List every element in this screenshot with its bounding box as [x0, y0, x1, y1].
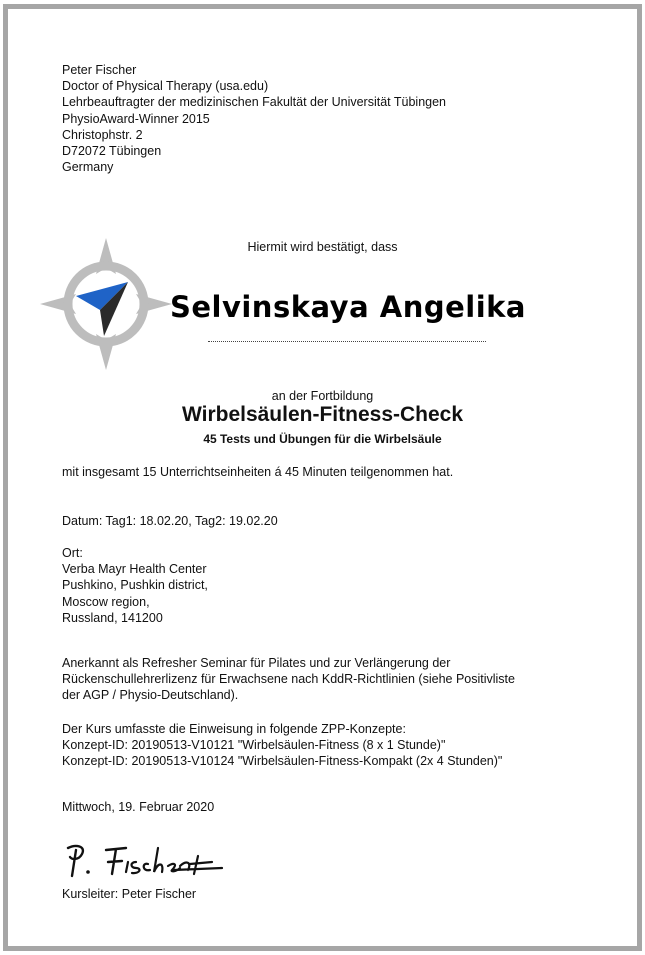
location-line: Pushkino, Pushkin district, [62, 578, 208, 593]
sender-line: Christophstr. 2 [62, 127, 143, 142]
sender-line: Doctor of Physical Therapy (usa.edu) [62, 79, 269, 94]
sender-line: Germany [62, 160, 114, 175]
date-text: Datum: Tag1: 18.02.20, Tag2: 19.02.20 [62, 514, 278, 528]
signed-date: Mittwoch, 19. Februar 2020 [62, 800, 215, 814]
course-title: Wirbelsäulen-Fitness-Check [181, 403, 464, 426]
recognition-line: Rückenschullehrerlizenz für Erwachsene nach KddR-Richtlinien (siehe Positivliste [62, 672, 515, 687]
location-line: Russland, 141200 [62, 610, 163, 625]
concepts-block [62, 721, 502, 770]
course-intro: an der Fortbildung [271, 389, 374, 403]
compass-logo-icon [40, 238, 172, 370]
concept-item: Konzept-ID: 20190513-V10121 "Wirbelsäulen-Fitness (8 x 1 Stunde)" [62, 738, 446, 753]
concepts-intro: Der Kurs umfasste die Einweisung in folgende ZPP-Konzepte: [62, 722, 406, 736]
recognition-text [62, 655, 515, 704]
sender-line: Lehrbeauftragter der medizinischen Fakultät der Universität Tübingen [62, 95, 447, 110]
location-label: Ort: [62, 546, 83, 560]
units-text: mit insgesamt 15 Unterrichtseinheiten á 45 Minuten teilgenommen hat. [62, 465, 454, 479]
confirmation-text: Hiermit wird bestätigt, dass [247, 240, 398, 254]
sender-line: PhysioAward-Winner 2015 [62, 111, 210, 126]
concept-item: Konzept-ID: 20190513-V10124 "Wirbelsäulen-Fitness-Kompakt (2x 4 Stunden)" [62, 754, 503, 769]
location-line: Moscow region, [62, 594, 150, 609]
instructor-label: Kursleiter: Peter Fischer [62, 887, 197, 901]
recognition-line: der AGP / Physio-Deutschland). [62, 688, 239, 703]
sender-line: D72072 Tübingen [62, 144, 162, 159]
signature-image [62, 840, 228, 880]
sender-line: Peter Fischer [62, 63, 137, 77]
participant-name: Selvinskaya Angelika [169, 290, 527, 324]
course-subtitle: 45 Tests und Übungen für die Wirbelsäule [203, 432, 442, 446]
sender-address [62, 62, 446, 175]
recognition-line: Anerkannt als Refresher Seminar für Pilates und zur Verlängerung der [62, 656, 451, 670]
name-underline [208, 341, 486, 342]
location-line: Verba Mayr Health Center [62, 562, 207, 577]
location-block [62, 545, 208, 626]
